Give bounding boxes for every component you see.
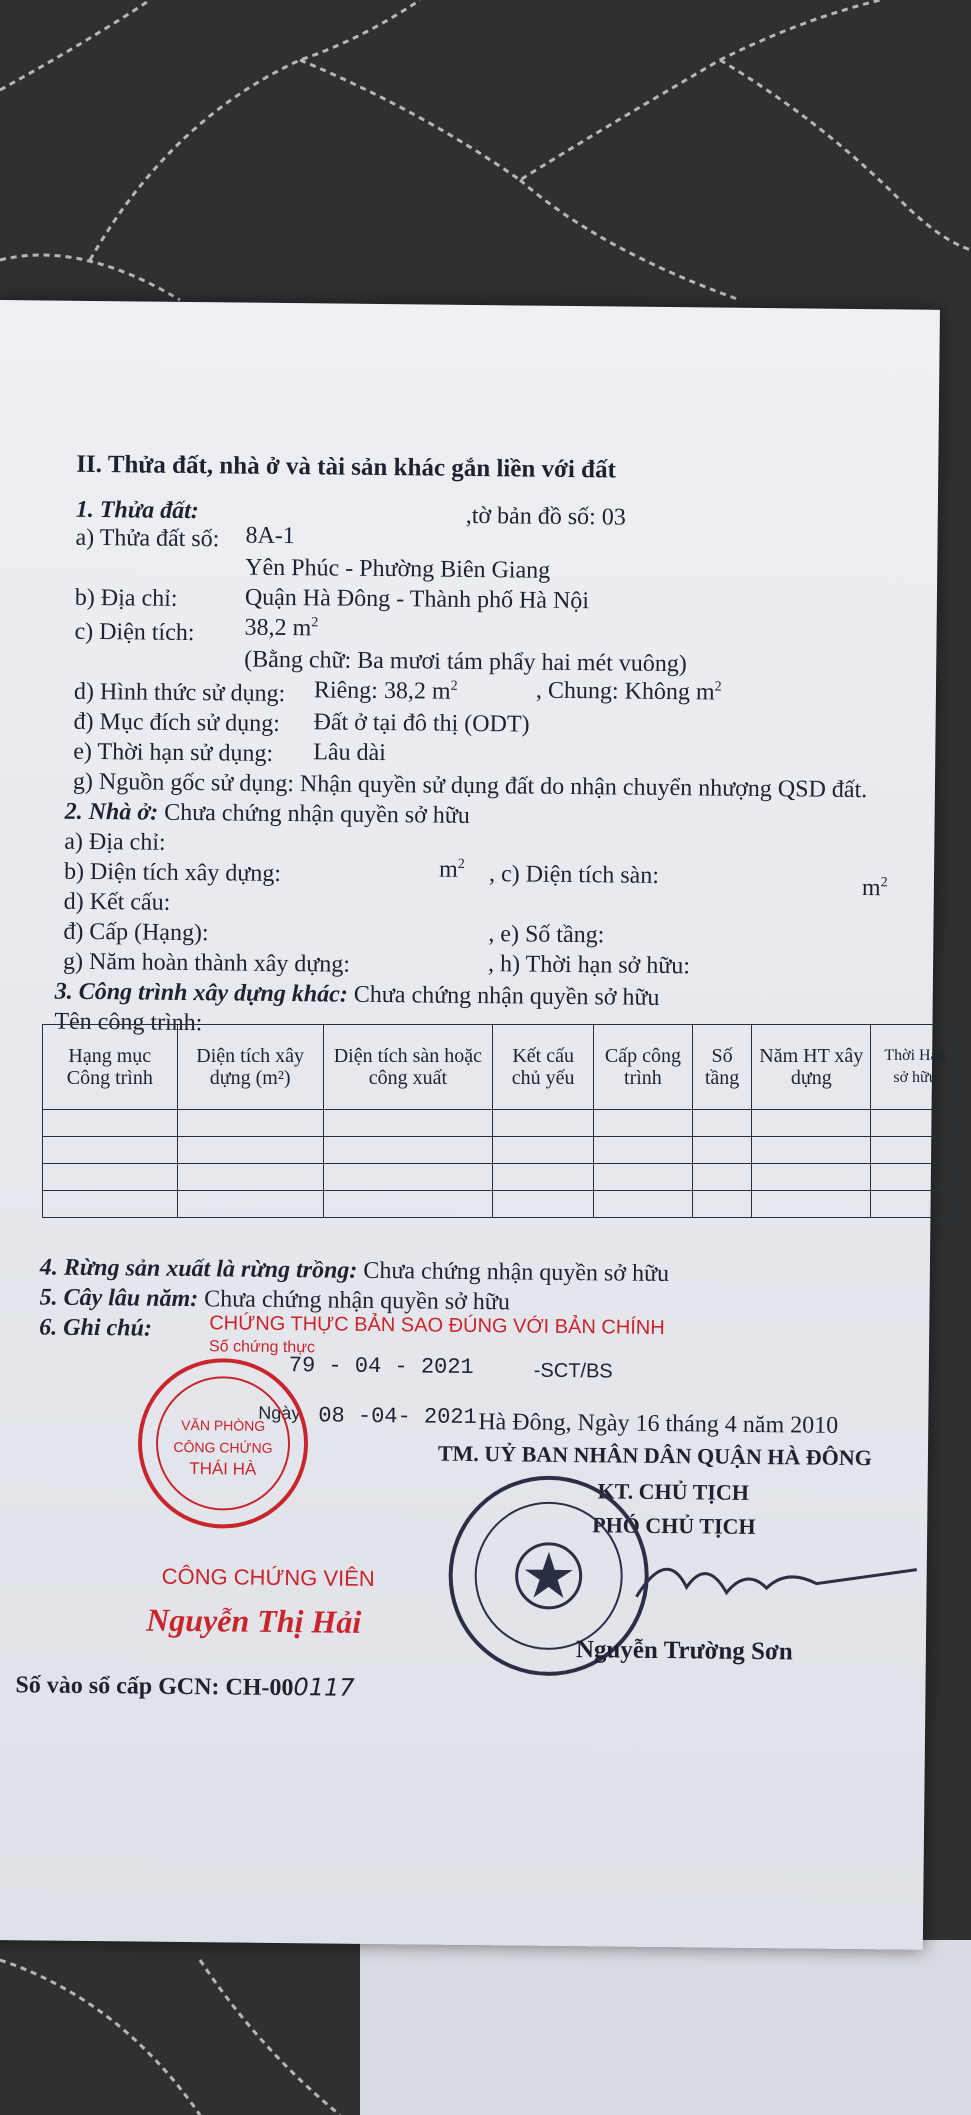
- house-year: g) Năm hoàn thành xây dựng:: [62, 948, 351, 978]
- address-line1: Yên Phúc - Phường Biên Giang: [245, 554, 551, 584]
- house-term: , h) Thời hạn sở hữu:: [487, 951, 691, 980]
- role2: PHÓ CHỦ TỊCH: [592, 1512, 756, 1539]
- table-row: [43, 1110, 960, 1137]
- notes-heading: 6. Ghi chú:: [39, 1314, 153, 1342]
- col-header: Kết cấu chủ yếu: [493, 1025, 594, 1110]
- m2-unit: $m^2$: [438, 856, 465, 883]
- table-row: [43, 1164, 960, 1191]
- usage-common: , Chung: Không $m^2$: [535, 677, 722, 706]
- origin: g) Nguồn gốc sử dụng: Nhận quyền sử dụng đất do nhận chuyển nhượng QSD đất.: [72, 768, 868, 804]
- area-value: 38,2 $m^2$: [244, 614, 319, 642]
- address-label: b) Địa chỉ:: [74, 584, 178, 612]
- col-header: Thời Hạn sở hữu: [871, 1025, 960, 1110]
- col-header: Diện tích xây dựng (m²): [177, 1025, 323, 1110]
- signer-name: Nguyễn Trường Sơn: [575, 1636, 793, 1666]
- area-words: (Bằng chữ: Ba mươi tám phẩy hai mét vuông): [244, 646, 687, 678]
- authority: TM. UỶ BAN NHÂN DÂN QUẬN HÀ ĐÔNG: [437, 1440, 872, 1471]
- cert-date-label: Ngày: [258, 1402, 301, 1424]
- table-row: [43, 1191, 960, 1218]
- house-build-area: b) Diện tích xây dựng:: [63, 858, 282, 887]
- second-page-edge: [360, 1940, 971, 2115]
- parcel-value: 8A-1: [245, 522, 296, 550]
- usage-private: Riêng: 38,2 $m^2$: [313, 677, 458, 705]
- col-header: Năm HT xây dựng: [752, 1025, 871, 1110]
- perennial-line: 5. Cây lâu năm: Chưa chứng nhận quyền sở hữu: [39, 1284, 511, 1316]
- role1: KT. CHỦ TỊCH: [597, 1478, 750, 1505]
- purpose-label: đ) Mục đích sử dụng:: [73, 708, 281, 737]
- notary-seal: VĂN PHÒNG CÔNG CHỨNG THÁI HÀ: [137, 1358, 309, 1530]
- area-label: c) Diện tích:: [74, 618, 195, 647]
- m2-unit-2: $m^2$: [861, 875, 888, 902]
- place-date: Hà Đông, Ngày 16 tháng 4 năm 2010: [478, 1409, 839, 1439]
- map-sheet: ,tờ bản đồ số: 03: [465, 502, 626, 531]
- table-header-row: [43, 1025, 960, 1110]
- section-title: II. Thửa đất, nhà ở và tài sản khác gắn liền với đất: [76, 450, 616, 484]
- other-works-table: [42, 1024, 960, 1218]
- parcel-label: a) Thửa đất số:: [75, 524, 220, 553]
- house-floors: , e) Số tầng:: [488, 921, 605, 949]
- register-number: Số vào sổ cấp GCN: CH-000117: [15, 1672, 355, 1702]
- term-value: Lâu dài: [313, 739, 387, 767]
- table-row: [43, 1137, 960, 1164]
- cert-date: 08 -04- 2021: [318, 1403, 477, 1431]
- works-name-label: Tên công trình:: [54, 1008, 203, 1037]
- emblem-icon: [512, 1539, 585, 1612]
- land-heading: 1. Thửa đất:: [75, 496, 199, 525]
- term-label: e) Thời hạn sử dụng:: [73, 738, 274, 767]
- house-address: a) Địa chỉ:: [64, 828, 166, 856]
- cert-suffix: -SCT/BS: [533, 1359, 613, 1383]
- cert-no: 79 - 04 - 2021: [288, 1353, 474, 1381]
- col-header: Hạng mục Công trình: [43, 1025, 178, 1110]
- col-header: Diện tích sàn hoặc công xuất: [323, 1025, 492, 1110]
- signature-mark: [626, 1537, 927, 1620]
- house-grade: đ) Cấp (Hạng):: [63, 918, 209, 947]
- notary-name: Nguyễn Thị Hải: [146, 1601, 362, 1640]
- col-header: Số tầng: [692, 1025, 752, 1110]
- purpose-value: Đất ở tại đô thị (ODT): [313, 709, 530, 738]
- usage-form-label: d) Hình thức sử dụng:: [73, 678, 286, 708]
- address-line2: Quận Hà Đông - Thành phố Hà Nội: [244, 584, 590, 615]
- col-header: Cấp công trình: [594, 1025, 692, 1110]
- house-floor-area: , c) Diện tích sàn:: [488, 861, 660, 889]
- cert-no-label: Số chứng thực: [208, 1338, 316, 1357]
- forest-line: 4. Rừng sản xuất là rừng trồng: Chưa chứng nhận quyền sở hữu: [39, 1254, 670, 1288]
- house-structure: d) Kết cấu:: [63, 888, 171, 916]
- cert-stamp-title: CHỨNG THỰC BẢN SAO ĐÚNG VỚI BẢN CHÍNH: [209, 1312, 665, 1340]
- notary-title: CÔNG CHỨNG VIÊN: [161, 1563, 375, 1591]
- other-works-line: 3. Công trình xây dựng khác: Chưa chứng nhận quyền sở hữu: [54, 978, 660, 1011]
- house-heading-line: 2. Nhà ở: Chưa chứng nhận quyền sở hữu: [64, 798, 470, 829]
